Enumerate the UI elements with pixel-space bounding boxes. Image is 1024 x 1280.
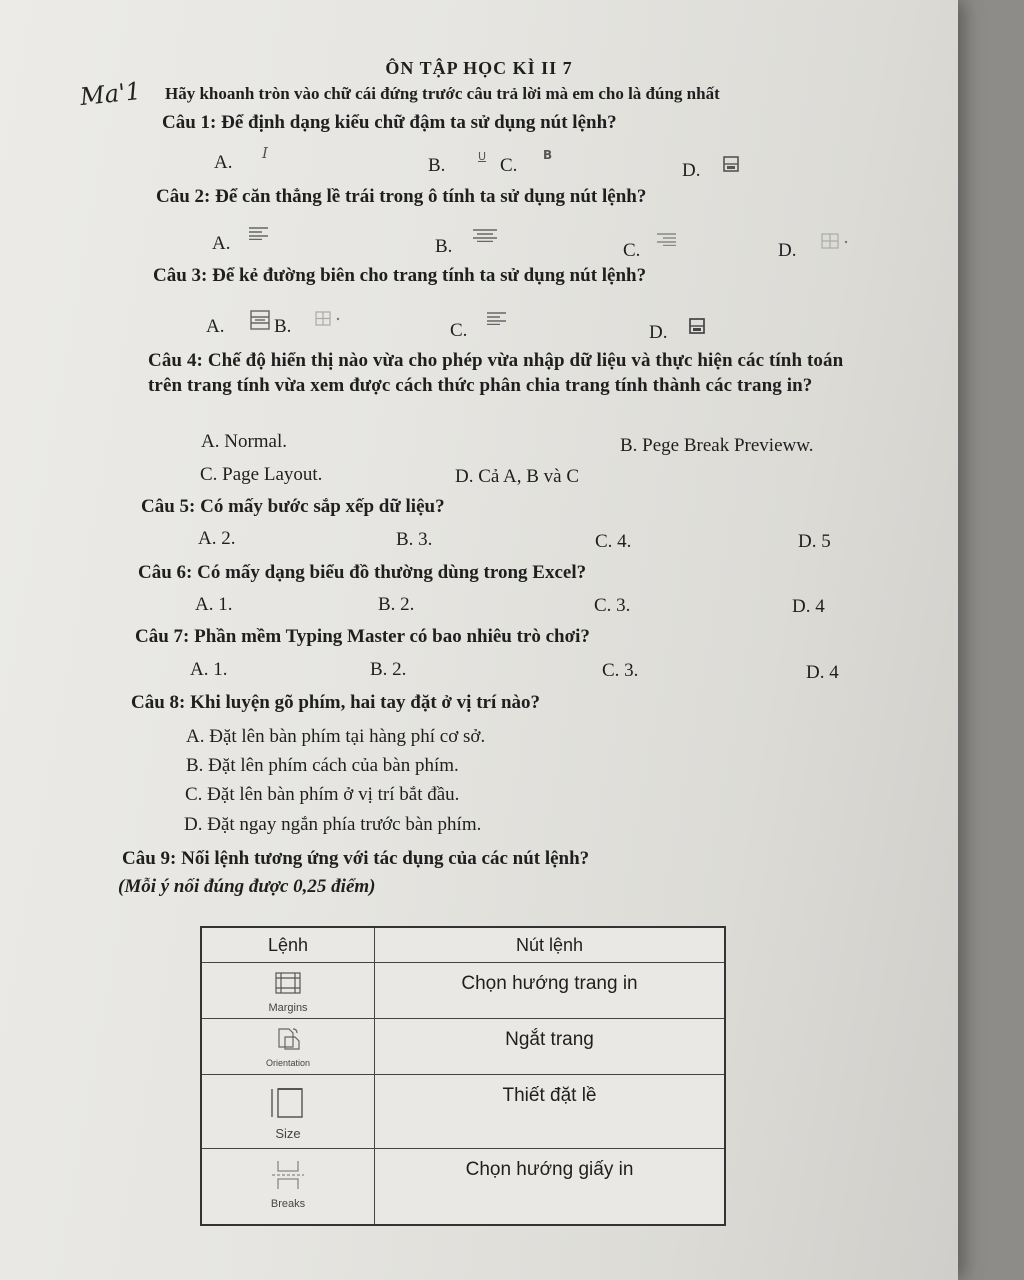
borders-icon (314, 311, 346, 327)
q1-option-b[interactable]: B. (428, 155, 446, 176)
q1-option-a[interactable]: A. (214, 152, 233, 173)
q4-option-a[interactable]: A. Normal. (201, 431, 288, 452)
underline-icon: U (478, 150, 487, 163)
align-left-icon (486, 311, 508, 325)
q5-option-d[interactable]: D. 5 (798, 531, 831, 552)
question-4: Câu 4: Chế độ hiển thị nào vừa cho phép vừa nhập dữ liệu và thực hiện các tính toán trên trang tính vừa xem được cách thức phân chia trang tính thành các trang in? (148, 350, 844, 396)
action-cell: Chọn hướng trang in (375, 963, 726, 1019)
merge-cells-icon (722, 155, 740, 173)
q8-option-c[interactable]: C. Đặt lên bàn phím ở vị trí bắt đầu. (185, 784, 460, 805)
q4-option-d[interactable]: D. Cả A, B và C (455, 466, 580, 487)
q2-option-c[interactable]: C. (623, 240, 641, 261)
align-right-icon (656, 232, 678, 246)
q3-option-b[interactable]: B. (274, 316, 292, 337)
command-label: Size (275, 1126, 301, 1141)
q3-option-c[interactable]: C. (450, 320, 468, 341)
question-9-note: (Mỗi ý nối đúng được 0,25 điểm) (118, 876, 376, 897)
q6-option-a[interactable]: A. 1. (195, 594, 233, 615)
borders-icon (820, 232, 852, 250)
q8-option-d[interactable]: D. Đặt ngay ngắn phía trước bàn phím. (184, 814, 482, 835)
table-row (201, 1075, 725, 1149)
table-row (201, 1149, 725, 1225)
q6-option-c[interactable]: C. 3. (594, 595, 631, 616)
action-cell: Thiết đặt lề (375, 1075, 726, 1149)
q7-option-a[interactable]: A. 1. (190, 659, 228, 680)
question-5: Câu 5: Có mấy bước sắp xếp dữ liệu? (141, 496, 445, 517)
question-3: Câu 3: Để kẻ đường biên cho trang tính ta sử dụng nút lệnh? (153, 265, 647, 286)
question-7: Câu 7: Phần mềm Typing Master có bao nhiêu trò chơi? (135, 626, 590, 647)
header-command: Lệnh (201, 927, 375, 963)
q3-option-d[interactable]: D. (649, 322, 668, 343)
q4-option-b[interactable]: B. Pege Break Previeww. (620, 435, 814, 456)
breaks-icon (270, 1159, 306, 1191)
command-label: Breaks (270, 1198, 306, 1210)
q7-option-d[interactable]: D. 4 (806, 662, 839, 683)
q2-option-b[interactable]: B. (435, 236, 453, 257)
q5-option-a[interactable]: A. 2. (198, 528, 236, 549)
table-row (201, 1019, 725, 1075)
page-title: ÔN TẬP HỌC KÌ II 7 (385, 58, 573, 78)
handwritten-note: Ma'1 (78, 76, 143, 112)
command-cell (201, 1019, 375, 1075)
question-8: Câu 8: Khi luyện gõ phím, hai tay đặt ở vị trí nào? (131, 692, 541, 713)
q8-option-a[interactable]: A. Đặt lên bàn phím tại hàng phí cơ sở. (186, 726, 486, 747)
question-6: Câu 6: Có mấy dạng biểu đồ thường dùng trong Excel? (138, 562, 587, 583)
command-cell (201, 1149, 375, 1225)
q7-option-c[interactable]: C. 3. (602, 660, 639, 681)
orientation-icon (273, 1025, 303, 1051)
table-header-row (201, 927, 725, 963)
table-row (201, 963, 725, 1019)
merge-cells-icon (688, 317, 706, 335)
align-left-icon (248, 226, 270, 240)
q2-option-d[interactable]: D. (778, 240, 797, 261)
margins-icon (273, 971, 303, 995)
action-cell: Ngắt trang (375, 1019, 726, 1075)
action-cell: Chọn hướng giấy in (375, 1149, 726, 1225)
size-icon (268, 1085, 308, 1119)
q1-option-d[interactable]: D. (682, 160, 701, 181)
align-center-icon (472, 228, 498, 242)
q3-option-a[interactable]: A. (206, 316, 225, 337)
italic-icon: I (262, 144, 268, 162)
q5-option-c[interactable]: C. 4. (595, 531, 632, 552)
bold-icon: B (543, 148, 553, 162)
merge-center-icon (249, 309, 271, 331)
command-label: Orientation (265, 1058, 311, 1068)
q1-option-c[interactable]: C. (500, 155, 518, 176)
q7-option-b[interactable]: B. 2. (370, 659, 407, 680)
q6-option-b[interactable]: B. 2. (378, 594, 415, 615)
q8-option-b[interactable]: B. Đặt lên phím cách của bàn phím. (186, 755, 459, 776)
q6-option-d[interactable]: D. 4 (792, 596, 825, 617)
question-2: Câu 2: Để căn thẳng lề trái trong ô tính ta sử dụng nút lệnh? (156, 186, 647, 207)
instruction: Hãy khoanh tròn vào chữ cái đứng trước câu trả lời mà em cho là đúng nhất (165, 84, 720, 103)
q4-option-c[interactable]: C. Page Layout. (200, 464, 323, 485)
command-cell (201, 1075, 375, 1149)
header-button: Nút lệnh (375, 927, 726, 963)
question-9: Câu 9: Nối lệnh tương ứng với tác dụng của các nút lệnh? (122, 848, 590, 869)
command-label: Margins (268, 1002, 308, 1014)
q5-option-b[interactable]: B. 3. (396, 529, 433, 550)
q2-option-a[interactable]: A. (212, 233, 231, 254)
question-1: Câu 1: Để định dạng kiểu chữ đậm ta sử dụng nút lệnh? (162, 112, 617, 133)
command-cell (201, 963, 375, 1019)
match-table (200, 926, 726, 1226)
